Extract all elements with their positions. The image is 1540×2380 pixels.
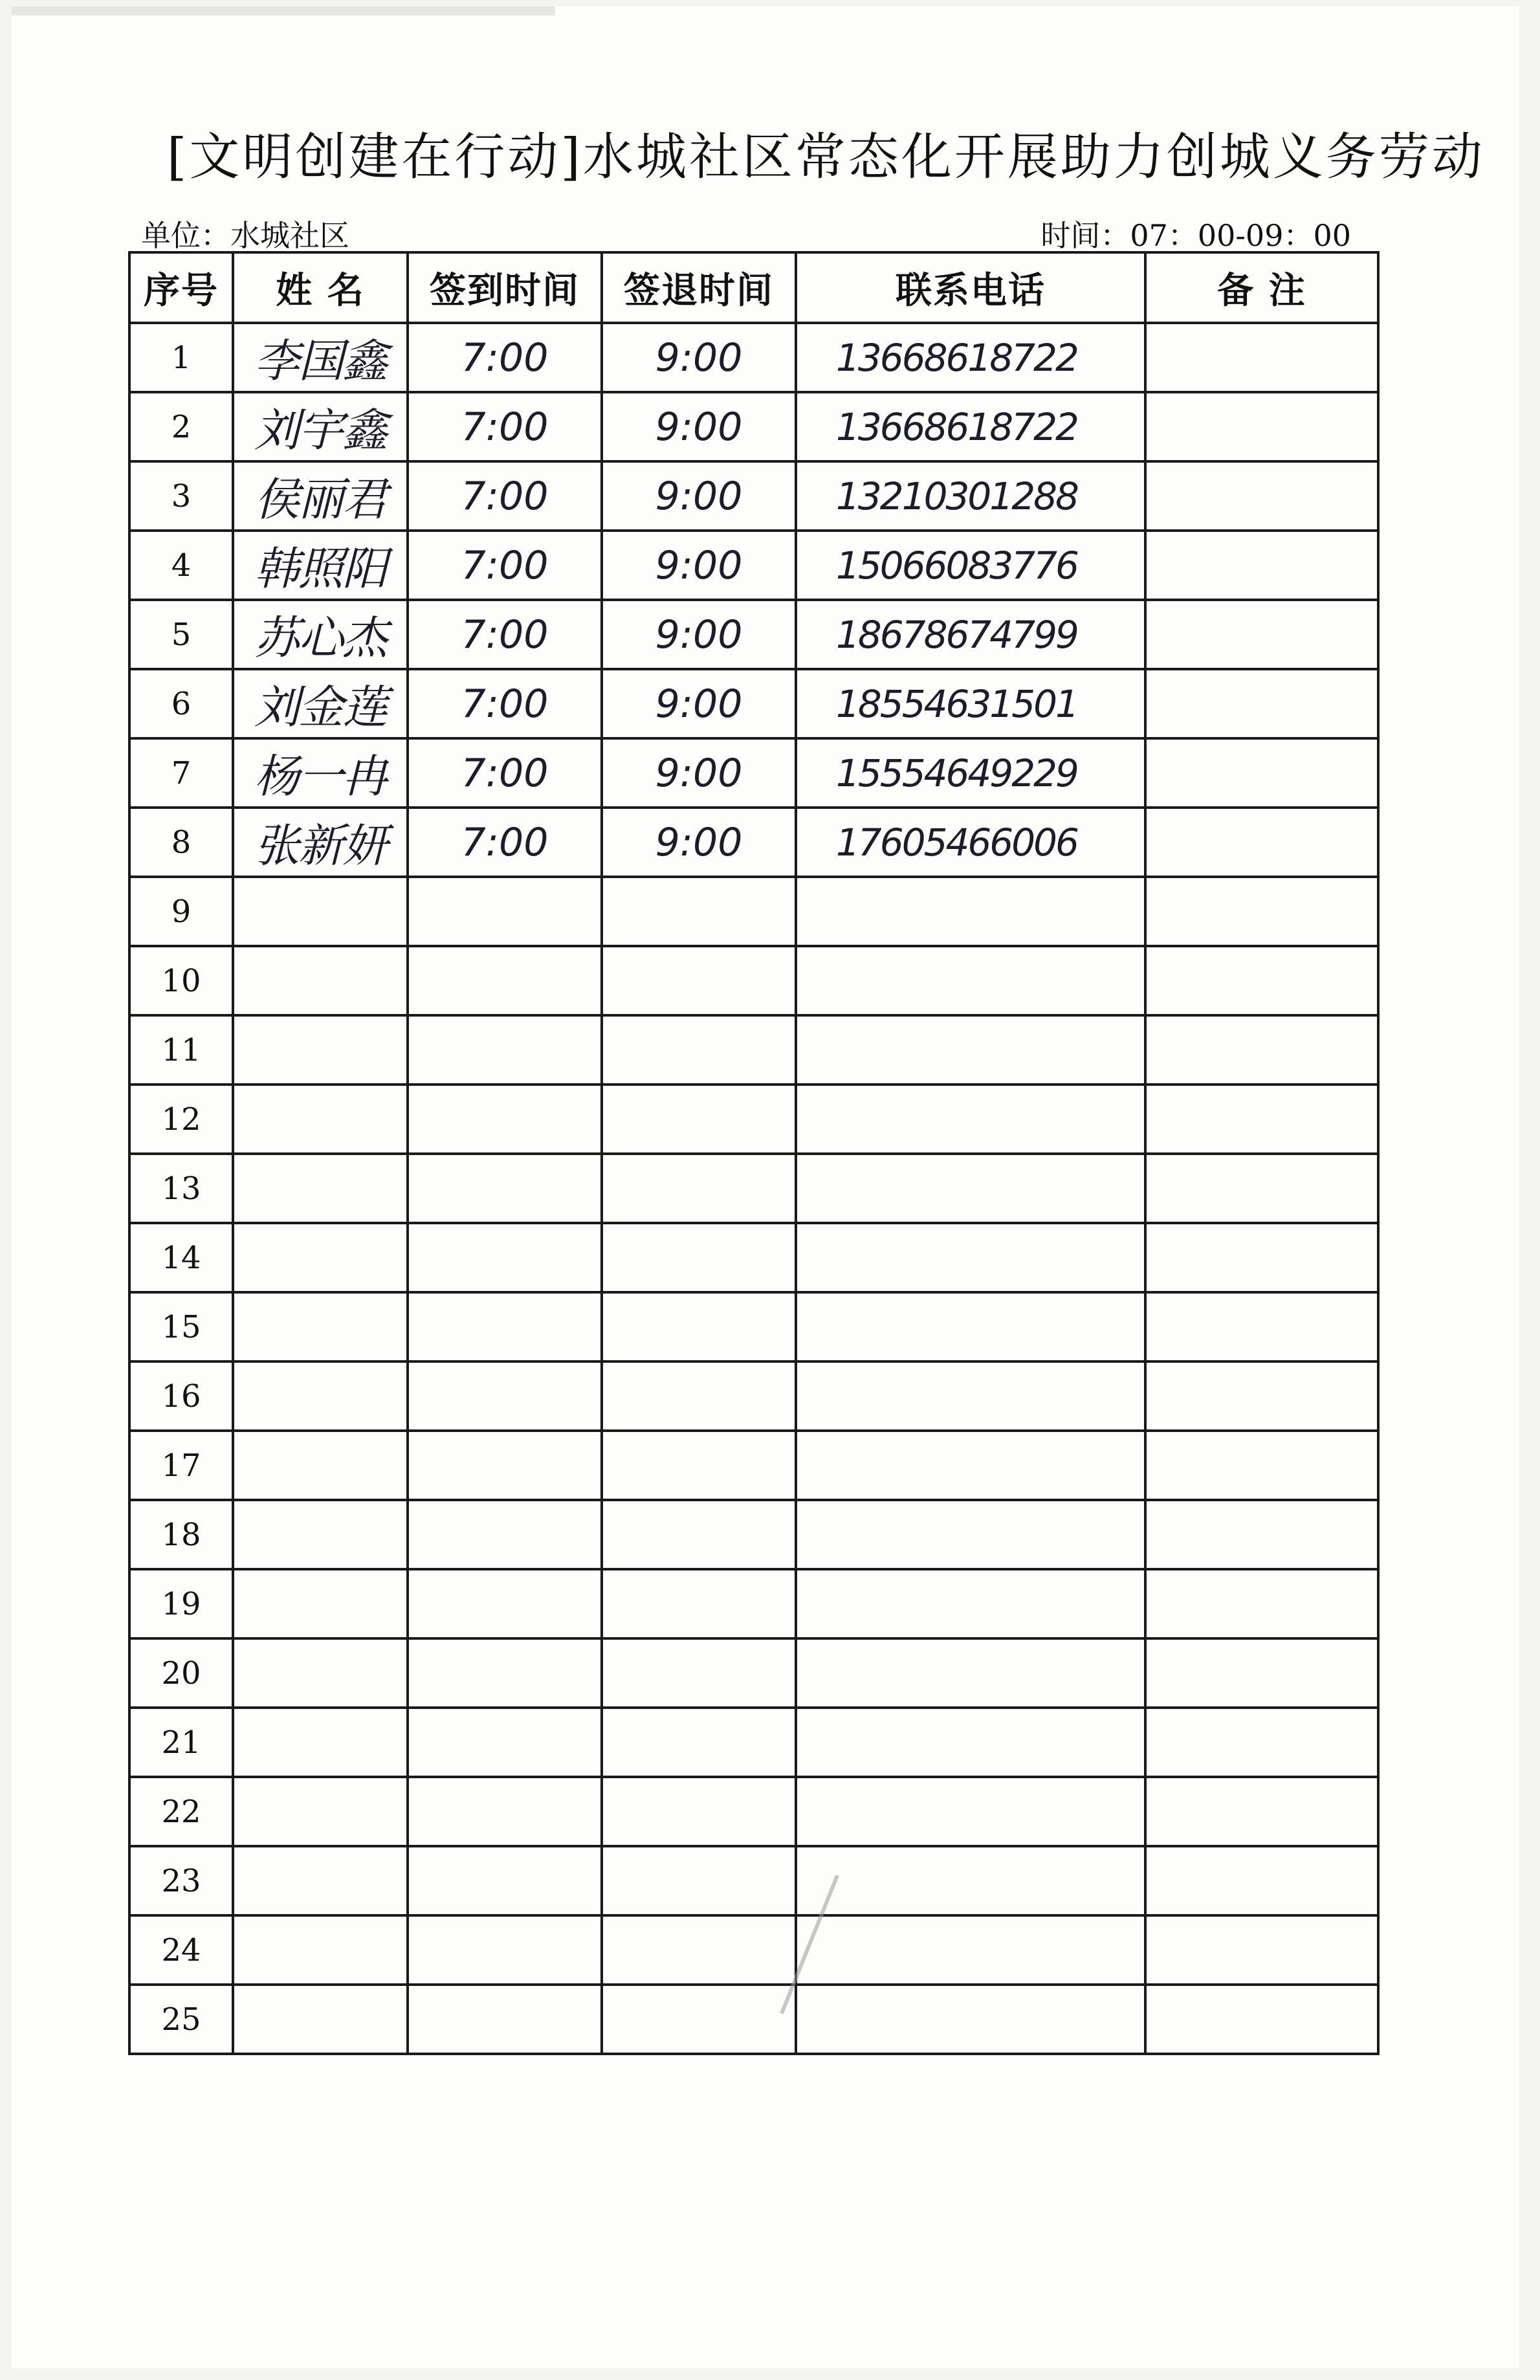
row-number: 23 <box>129 1846 233 1915</box>
table-row <box>129 1915 1378 1985</box>
row-number: 5 <box>129 600 233 669</box>
name-cell <box>233 1985 408 2054</box>
sign-in-cell <box>408 1708 602 1777</box>
table-row <box>129 461 1378 531</box>
row-number: 7 <box>129 738 233 808</box>
sign-in-cell <box>408 1292 602 1361</box>
row-number: 20 <box>129 1638 233 1708</box>
name-cell <box>233 1223 408 1292</box>
phone-cell <box>796 1223 1145 1292</box>
table-row <box>129 1154 1378 1223</box>
phone-cell <box>796 1431 1145 1500</box>
attendance-table <box>128 251 1380 2055</box>
phone-cell: 18678674799 <box>796 600 1145 669</box>
name-cell <box>233 1015 408 1085</box>
name-cell <box>233 1292 408 1361</box>
sign-out-cell <box>602 946 796 1015</box>
row-number: 9 <box>129 877 233 946</box>
row-number: 11 <box>129 1015 233 1085</box>
name-cell <box>233 1846 408 1915</box>
table-row <box>129 1985 1378 2054</box>
note-cell <box>1145 531 1378 600</box>
table-row <box>129 1500 1378 1569</box>
sign-in-cell: 7:00 <box>408 531 602 600</box>
note-cell <box>1145 1154 1378 1223</box>
sign-in-cell <box>408 1015 602 1085</box>
column-header-note: 备 注 <box>1145 252 1378 323</box>
row-number: 24 <box>129 1915 233 1985</box>
row-number: 15 <box>129 1292 233 1361</box>
note-cell <box>1145 461 1378 531</box>
sign-in-cell <box>408 877 602 946</box>
sign-in-cell <box>408 946 602 1015</box>
sign-out-cell <box>602 1500 796 1569</box>
row-number: 3 <box>129 461 233 531</box>
sign-out-cell <box>602 877 796 946</box>
phone-cell: 18554631501 <box>796 669 1145 738</box>
table-row <box>129 1638 1378 1708</box>
table-row <box>129 946 1378 1015</box>
table-row <box>129 877 1378 946</box>
phone-cell <box>796 877 1145 946</box>
name-cell <box>233 1569 408 1638</box>
name-cell: 刘宇鑫 <box>233 392 408 461</box>
row-number: 21 <box>129 1708 233 1777</box>
sign-out-cell: 9:00 <box>602 323 796 392</box>
name-cell: 杨一冉 <box>233 738 408 808</box>
table-row <box>129 1431 1378 1500</box>
row-number: 25 <box>129 1985 233 2054</box>
name-cell <box>233 1915 408 1985</box>
phone-cell <box>796 1777 1145 1846</box>
table-row <box>129 1085 1378 1154</box>
note-cell <box>1145 1708 1378 1777</box>
sign-out-cell <box>602 1431 796 1500</box>
row-number: 10 <box>129 946 233 1015</box>
sign-out-cell <box>602 1638 796 1708</box>
column-header-sign-in: 签到时间 <box>408 252 602 323</box>
sign-out-cell <box>602 1085 796 1154</box>
sign-out-cell <box>602 1708 796 1777</box>
phone-cell: 13668618722 <box>796 392 1145 461</box>
table-row <box>129 669 1378 738</box>
phone-cell: 13210301288 <box>796 461 1145 531</box>
note-cell <box>1145 1361 1378 1431</box>
form-title: [文明创建在行动]水城社区常态化开展助力创城义务劳动 <box>167 128 1485 186</box>
row-number: 2 <box>129 392 233 461</box>
note-cell <box>1145 600 1378 669</box>
phone-cell <box>796 1154 1145 1223</box>
sign-in-cell <box>408 1638 602 1708</box>
sign-out-cell <box>602 1846 796 1915</box>
note-cell <box>1145 1431 1378 1500</box>
note-cell <box>1145 1085 1378 1154</box>
table-row <box>129 1223 1378 1292</box>
sign-in-cell: 7:00 <box>408 461 602 531</box>
note-cell <box>1145 738 1378 808</box>
row-number: 1 <box>129 323 233 392</box>
sign-out-cell <box>602 1985 796 2054</box>
sign-out-cell <box>602 1361 796 1431</box>
note-cell <box>1145 808 1378 877</box>
phone-cell <box>796 1846 1145 1915</box>
note-cell <box>1145 1015 1378 1085</box>
sign-in-cell: 7:00 <box>408 808 602 877</box>
phone-cell <box>796 1361 1145 1431</box>
sign-in-cell: 7:00 <box>408 392 602 461</box>
sign-out-cell: 9:00 <box>602 461 796 531</box>
note-cell <box>1145 1915 1378 1985</box>
phone-cell <box>796 1985 1145 2054</box>
row-number: 4 <box>129 531 233 600</box>
table-row <box>129 1777 1378 1846</box>
name-cell: 韩照阳 <box>233 531 408 600</box>
note-cell <box>1145 669 1378 738</box>
name-cell <box>233 1431 408 1500</box>
row-number: 13 <box>129 1154 233 1223</box>
paper-sheet <box>12 6 1519 2368</box>
sign-out-cell: 9:00 <box>602 808 796 877</box>
name-cell <box>233 1777 408 1846</box>
row-number: 14 <box>129 1223 233 1292</box>
phone-cell: 13668618722 <box>796 323 1145 392</box>
sign-in-cell: 7:00 <box>408 669 602 738</box>
row-number: 17 <box>129 1431 233 1500</box>
name-cell: 苏心杰 <box>233 600 408 669</box>
sign-in-cell <box>408 1085 602 1154</box>
note-cell <box>1145 1985 1378 2054</box>
table-row <box>129 738 1378 808</box>
phone-cell <box>796 1638 1145 1708</box>
note-cell <box>1145 946 1378 1015</box>
sign-in-cell <box>408 1915 602 1985</box>
table-row <box>129 1708 1378 1777</box>
sign-out-cell <box>602 1777 796 1846</box>
table-row <box>129 323 1378 392</box>
name-cell <box>233 1154 408 1223</box>
row-number: 12 <box>129 1085 233 1154</box>
phone-cell: 17605466006 <box>796 808 1145 877</box>
phone-cell <box>796 1915 1145 1985</box>
name-cell <box>233 1638 408 1708</box>
column-header-number: 序号 <box>129 252 233 323</box>
phone-cell <box>796 1708 1145 1777</box>
row-number: 8 <box>129 808 233 877</box>
sign-out-cell <box>602 1015 796 1085</box>
name-cell: 侯丽君 <box>233 461 408 531</box>
column-header-sign-out: 签退时间 <box>602 252 796 323</box>
name-cell: 张新妍 <box>233 808 408 877</box>
time-label: 时间：07：00-09：00 <box>1040 218 1351 253</box>
sign-in-cell <box>408 1846 602 1915</box>
name-cell: 李国鑫 <box>233 323 408 392</box>
table-row <box>129 392 1378 461</box>
phone-cell: 15554649229 <box>796 738 1145 808</box>
row-number: 18 <box>129 1500 233 1569</box>
unit-label: 单位：水城社区 <box>141 218 349 253</box>
note-cell <box>1145 1569 1378 1638</box>
sign-out-cell <box>602 1915 796 1985</box>
name-cell <box>233 1361 408 1431</box>
table-row <box>129 1846 1378 1915</box>
note-cell <box>1145 1500 1378 1569</box>
note-cell <box>1145 1846 1378 1915</box>
phone-cell: 15066083776 <box>796 531 1145 600</box>
phone-cell <box>796 1292 1145 1361</box>
sign-in-cell <box>408 1985 602 2054</box>
table-row <box>129 531 1378 600</box>
phone-cell <box>796 1500 1145 1569</box>
scan-edge <box>12 6 555 16</box>
sign-out-cell <box>602 1569 796 1638</box>
table-row <box>129 1361 1378 1431</box>
note-cell <box>1145 877 1378 946</box>
sign-out-cell <box>602 1223 796 1292</box>
row-number: 16 <box>129 1361 233 1431</box>
table-row <box>129 1569 1378 1638</box>
sign-out-cell: 9:00 <box>602 738 796 808</box>
name-cell: 刘金莲 <box>233 669 408 738</box>
table-header-row <box>129 252 1378 323</box>
sign-in-cell <box>408 1500 602 1569</box>
name-cell <box>233 1708 408 1777</box>
column-header-phone: 联系电话 <box>796 252 1145 323</box>
phone-cell <box>796 946 1145 1015</box>
note-cell <box>1145 1292 1378 1361</box>
sign-in-cell: 7:00 <box>408 738 602 808</box>
sign-in-cell <box>408 1154 602 1223</box>
table-row <box>129 1015 1378 1085</box>
row-number: 19 <box>129 1569 233 1638</box>
note-cell <box>1145 392 1378 461</box>
sign-out-cell: 9:00 <box>602 669 796 738</box>
name-cell <box>233 877 408 946</box>
sign-in-cell <box>408 1569 602 1638</box>
phone-cell <box>796 1015 1145 1085</box>
sign-in-cell: 7:00 <box>408 600 602 669</box>
phone-cell <box>796 1569 1145 1638</box>
sign-in-cell <box>408 1431 602 1500</box>
name-cell <box>233 1085 408 1154</box>
sign-out-cell <box>602 1154 796 1223</box>
note-cell <box>1145 1777 1378 1846</box>
row-number: 22 <box>129 1777 233 1846</box>
table-row <box>129 600 1378 669</box>
column-header-name: 姓 名 <box>233 252 408 323</box>
sign-out-cell: 9:00 <box>602 531 796 600</box>
note-cell <box>1145 1638 1378 1708</box>
row-number: 6 <box>129 669 233 738</box>
sign-out-cell: 9:00 <box>602 392 796 461</box>
table-row <box>129 1292 1378 1361</box>
sign-in-cell: 7:00 <box>408 323 602 392</box>
sign-out-cell <box>602 1292 796 1361</box>
note-cell <box>1145 1223 1378 1292</box>
table-body <box>129 323 1378 2054</box>
name-cell <box>233 1500 408 1569</box>
sign-in-cell <box>408 1223 602 1292</box>
table-row <box>129 808 1378 877</box>
sign-in-cell <box>408 1777 602 1846</box>
name-cell <box>233 946 408 1015</box>
note-cell <box>1145 323 1378 392</box>
sign-in-cell <box>408 1361 602 1431</box>
phone-cell <box>796 1085 1145 1154</box>
sign-out-cell: 9:00 <box>602 600 796 669</box>
